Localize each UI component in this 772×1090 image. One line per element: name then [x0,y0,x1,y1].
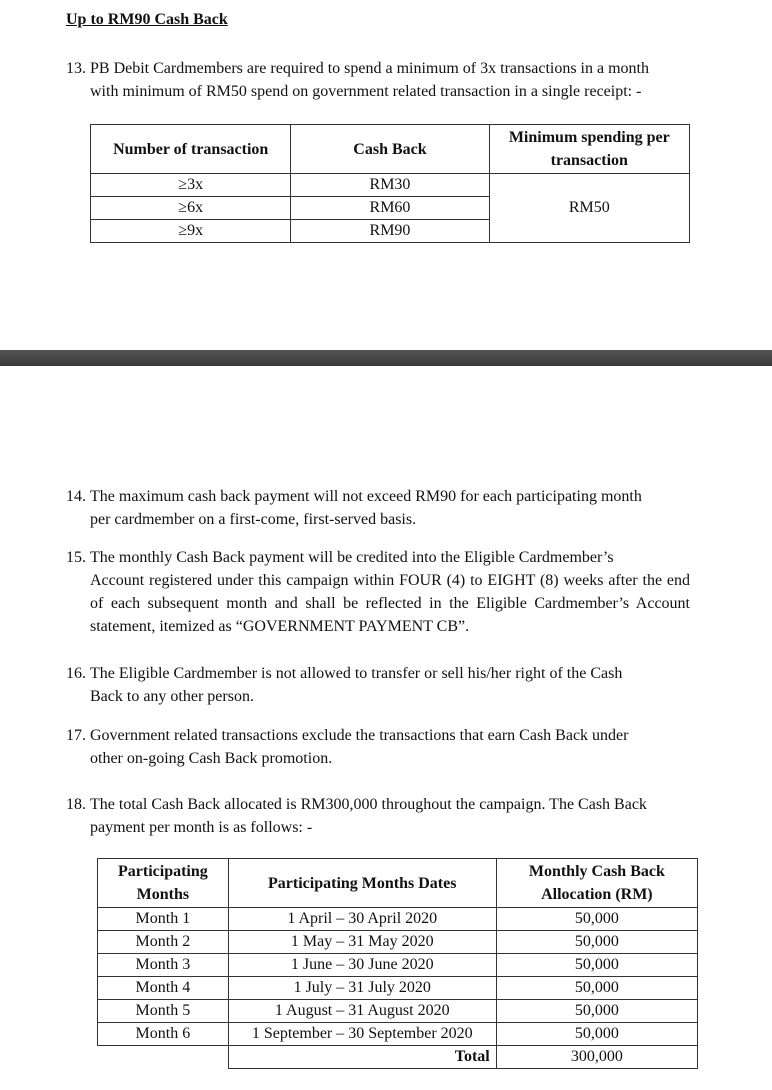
clause-13 [66,57,690,103]
clause-text-continued: Back to any other person. [90,688,254,705]
table-row [98,1000,698,1023]
column-header: Cash Back [291,125,489,174]
cashback-tier-table [90,124,690,243]
table-cell: Month 3 [98,954,229,977]
table-cell: Month 2 [98,931,229,954]
table-row [98,1023,698,1046]
clause-16 [66,662,690,708]
table-row [91,174,690,197]
clause-text: The monthly Cash Back payment will be credited into the Eligible Cardmember’s [90,549,614,566]
table-cell: 1 June – 30 June 2020 [228,954,496,977]
clause-number: 16. [66,665,86,682]
table-cell: 1 July – 31 July 2020 [228,977,496,1000]
table-cell: 1 May – 31 May 2020 [228,931,496,954]
table-cell: 1 April – 30 April 2020 [228,908,496,931]
table-header-row [98,859,698,908]
table-cell: RM30 [291,174,489,197]
table-cell: 50,000 [496,954,697,977]
monthly-allocation-table [97,858,698,1069]
table-cell: ≥9x [91,220,291,243]
table-cell: 50,000 [496,1023,697,1046]
table-cell: 50,000 [496,977,697,1000]
table-cell: 1 September – 30 September 2020 [228,1023,496,1046]
clause-text: PB Debit Cardmembers are required to spend a minimum of 3x transactions in a month [90,60,649,77]
clause-number: 17. [66,727,86,744]
page-divider [0,350,772,366]
table-cell: ≥3x [91,174,291,197]
table-cell: 1 August – 31 August 2020 [228,1000,496,1023]
column-header: Minimum spending per transaction [489,125,689,174]
table-cell: Month 1 [98,908,229,931]
table-cell: RM60 [291,197,489,220]
table-cell: RM90 [291,220,489,243]
clause-text-continued: payment per month is as follows: - [90,819,313,836]
column-header: Number of transaction [91,125,291,174]
table-cell: 50,000 [496,1000,697,1023]
column-header: Monthly Cash Back Allocation (RM) [496,859,697,908]
table-cell: 50,000 [496,931,697,954]
clause-text: The Eligible Cardmember is not allowed to transfer or sell his/her right of the Cash [90,665,623,682]
clause-number: 18. [66,796,86,813]
total-row [98,1046,698,1069]
table-row [98,931,698,954]
total-value: 300,000 [496,1046,697,1069]
clause-15 [66,546,690,638]
clause-number: 13. [66,60,86,77]
table-cell: Month 4 [98,977,229,1000]
section-heading: Up to RM90 Cash Back [66,11,228,28]
clause-text: The maximum cash back payment will not exceed RM90 for each participating month [90,488,642,505]
empty-cell [98,1046,229,1069]
table-cell: Month 5 [98,1000,229,1023]
table-cell: Month 6 [98,1023,229,1046]
table-row [98,908,698,931]
table-cell: ≥6x [91,197,291,220]
clause-number: 14. [66,488,86,505]
column-header: Participating Months [98,859,229,908]
total-label: Total [228,1046,496,1069]
table-row [98,954,698,977]
clause-number: 15. [66,549,86,566]
clause-text: Government related transactions exclude the transactions that earn Cash Back under [90,727,629,744]
min-spend-cell: RM50 [489,174,689,243]
table-row [98,977,698,1000]
table-header-row [91,125,690,174]
clause-14 [66,485,690,531]
clause-text-continued: Account registered under this campaign within FOUR (4) to EIGHT (8) weeks after the end of each subsequent month and shall be reflected in the Eligible Cardmember’s Account statement, itemized as “GOVERNMENT PAYMENT CB”. [90,572,690,635]
clause-text-continued: other on-going Cash Back promotion. [90,750,333,767]
clause-17 [66,724,690,770]
clause-text-continued: per cardmember on a first-come, first-served basis. [90,511,417,528]
table-cell: 50,000 [496,908,697,931]
clause-18 [66,793,690,839]
column-header: Participating Months Dates [228,859,496,908]
clause-text: The total Cash Back allocated is RM300,000 throughout the campaign. The Cash Back [90,796,647,813]
clause-text-continued: with minimum of RM50 spend on government related transaction in a single receipt: - [90,83,642,100]
